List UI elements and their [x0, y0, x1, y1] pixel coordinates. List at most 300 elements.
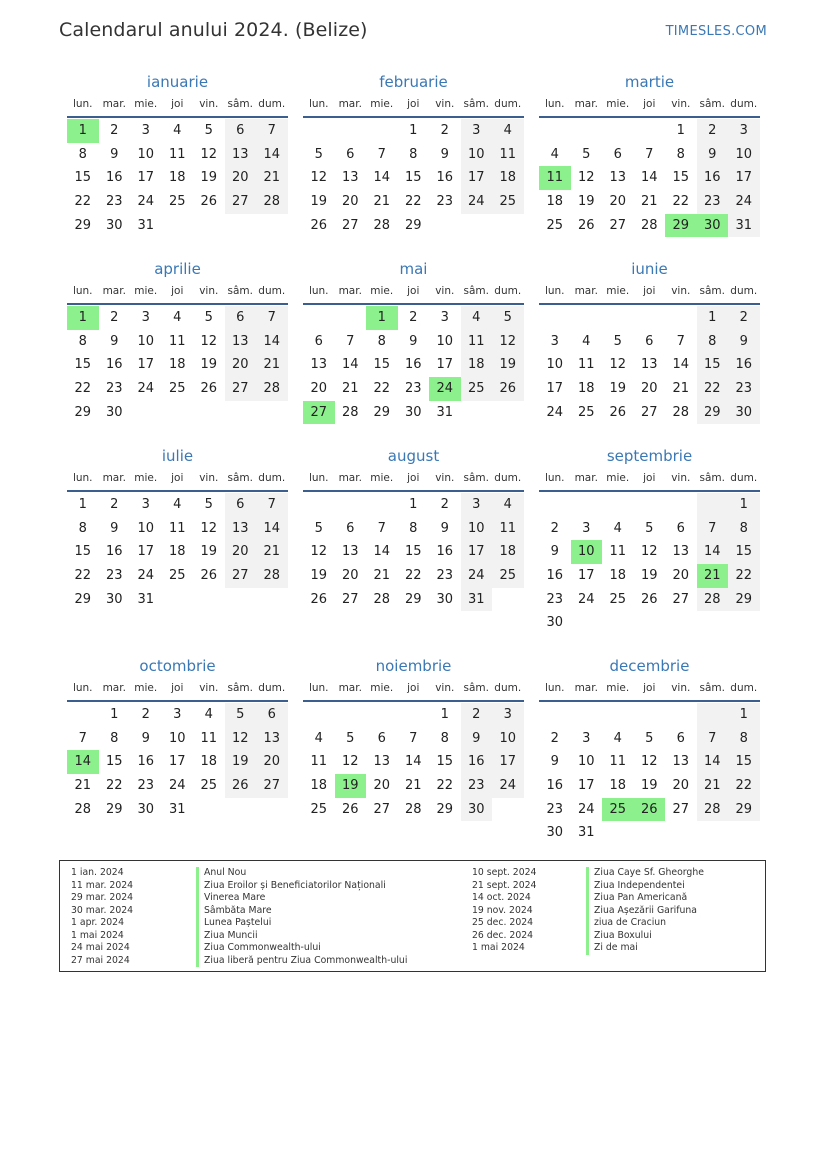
holiday-dates-left — [71, 867, 133, 967]
day-cell: 14 — [697, 750, 729, 774]
day-cell: 3 — [582, 730, 591, 746]
day-cell: 22 — [105, 778, 123, 794]
day-cell: 28 — [404, 801, 422, 817]
holiday-date: 25 dec. 2024 — [472, 917, 534, 928]
day-cell: 16 — [105, 170, 123, 186]
day-cell: 24 — [577, 591, 595, 607]
day-cell: 9 — [550, 754, 559, 770]
day-cell: 11 — [609, 754, 627, 770]
day-cell: 3 — [550, 333, 559, 349]
month-august — [303, 446, 524, 611]
holiday-day-cell: 21 — [697, 564, 729, 588]
day-cell: 13 — [672, 544, 690, 560]
day-cell: 17 — [577, 778, 595, 794]
weekday-label: joi — [407, 682, 420, 694]
day-cell: 9 — [728, 330, 760, 354]
day-cell: 31 — [137, 217, 155, 233]
day-cell: 5 — [204, 497, 213, 512]
weekday-label: sâm. — [699, 285, 725, 297]
day-cell: 12 — [341, 754, 359, 770]
day-cell: 26 — [341, 801, 359, 817]
day-cell: 23 — [546, 801, 564, 817]
day-cell: 7 — [409, 730, 418, 746]
day-cell: 17 — [461, 540, 493, 564]
day-cell: 9 — [440, 146, 449, 162]
day-cell: 15 — [672, 170, 690, 186]
day-cell: 19 — [225, 750, 257, 774]
weekday-label: mie. — [134, 285, 158, 297]
weekday-label: joi — [407, 285, 420, 297]
day-cell: 20 — [609, 194, 627, 210]
day-cell: 4 — [613, 730, 622, 746]
weekday-label: mar. — [338, 285, 362, 297]
weekday-label: sâm. — [227, 285, 253, 297]
page-title: Calendarul anului 2024. (Belize) — [59, 19, 368, 41]
weekday-label: dum. — [730, 285, 758, 297]
day-cell: 6 — [676, 520, 685, 536]
day-cell: 29 — [404, 591, 422, 607]
day-cell: 8 — [728, 517, 760, 541]
weekday-label: lun. — [72, 682, 93, 694]
holiday-date: 1 mai 2024 — [472, 942, 525, 953]
day-cell: 9 — [110, 146, 119, 162]
day-cell: 5 — [204, 123, 213, 138]
day-cell: 16 — [137, 754, 155, 770]
day-cell: 14 — [404, 754, 422, 770]
weekday-label: vin. — [671, 472, 691, 484]
day-cell: 28 — [256, 377, 288, 401]
empty-cell — [539, 306, 571, 330]
day-cell: 31 — [436, 404, 454, 420]
holiday-names-right — [586, 867, 704, 955]
day-cell: 24 — [137, 568, 155, 584]
day-cell: 10 — [461, 143, 493, 167]
day-cell: 13 — [225, 517, 257, 541]
day-cell: 30 — [105, 591, 123, 607]
day-cell: 28 — [672, 404, 690, 420]
holiday-name: Ziua Boxului — [586, 930, 704, 943]
month-title: august — [387, 447, 440, 465]
day-cell: 10 — [137, 333, 155, 349]
day-cell: 22 — [74, 568, 92, 584]
weekday-label: mie. — [134, 472, 158, 484]
day-cell: 9 — [697, 143, 729, 167]
day-cell: 10 — [137, 146, 155, 162]
holiday-name: Ziua Pan Americană — [586, 892, 704, 905]
day-grid — [67, 119, 288, 237]
day-cell: 13 — [341, 170, 359, 186]
day-cell: 18 — [168, 357, 186, 373]
holiday-date: 1 mai 2024 — [71, 929, 124, 941]
day-cell: 22 — [672, 194, 690, 210]
day-cell: 21 — [672, 381, 690, 397]
day-cell: 4 — [204, 707, 213, 722]
day-cell: 3 — [173, 707, 182, 722]
day-cell: 8 — [110, 730, 119, 746]
month-title: mai — [399, 260, 428, 278]
day-cell: 18 — [577, 381, 595, 397]
day-cell: 14 — [640, 170, 658, 186]
day-cell: 8 — [440, 730, 449, 746]
month-ianuarie — [67, 72, 288, 237]
day-cell: 20 — [225, 353, 257, 377]
day-cell: 26 — [577, 217, 595, 233]
day-cell: 11 — [200, 730, 218, 746]
day-cell: 17 — [461, 166, 493, 190]
day-cell: 8 — [409, 520, 418, 536]
day-cell: 7 — [645, 146, 654, 162]
day-cell: 22 — [373, 381, 391, 397]
weekday-label: sâm. — [227, 682, 253, 694]
day-cell: 3 — [461, 119, 493, 143]
day-cell: 25 — [310, 801, 328, 817]
day-cell: 29 — [436, 801, 454, 817]
day-cell: 13 — [225, 143, 257, 167]
day-cell: 1 — [728, 493, 760, 517]
day-cell: 20 — [341, 194, 359, 210]
day-cell: 26 — [640, 591, 658, 607]
day-cell: 16 — [404, 357, 422, 373]
weekday-label: sâm. — [463, 285, 489, 297]
empty-cell — [571, 306, 603, 330]
weekday-label: vin. — [435, 682, 455, 694]
day-cell: 15 — [105, 754, 123, 770]
empty-cell — [335, 119, 367, 143]
weekday-label: vin. — [671, 98, 691, 110]
day-cell: 4 — [461, 306, 493, 330]
weekday-label: lun. — [308, 472, 329, 484]
day-grid — [303, 493, 524, 611]
day-cell: 8 — [728, 727, 760, 751]
day-cell: 3 — [440, 310, 449, 325]
day-cell: 18 — [168, 544, 186, 560]
day-cell: 24 — [461, 564, 493, 588]
day-cell: 30 — [404, 404, 422, 420]
day-cell: 12 — [609, 357, 627, 373]
day-cell: 22 — [404, 568, 422, 584]
day-cell: 24 — [728, 190, 760, 214]
month-aprilie — [67, 259, 288, 424]
holiday-day-cell: 10 — [571, 540, 603, 564]
weekday-label: mar. — [574, 682, 598, 694]
day-cell: 13 — [341, 544, 359, 560]
day-cell: 3 — [461, 493, 493, 517]
empty-cell — [366, 703, 398, 727]
day-cell: 10 — [461, 517, 493, 541]
holiday-date: 1 apr. 2024 — [71, 917, 125, 928]
day-cell: 29 — [373, 404, 391, 420]
day-cell: 22 — [728, 564, 760, 588]
day-cell: 20 — [672, 778, 690, 794]
day-cell: 5 — [645, 730, 654, 746]
holiday-date: 21 sept. 2024 — [472, 879, 537, 891]
holiday-name: Zi de mai — [586, 942, 704, 955]
day-cell: 11 — [168, 333, 186, 349]
day-cell: 5 — [225, 703, 257, 727]
day-cell: 29 — [74, 591, 92, 607]
month-decembrie — [539, 656, 760, 845]
empty-cell — [303, 493, 335, 517]
day-cell: 5 — [346, 730, 355, 746]
day-cell: 18 — [461, 353, 493, 377]
holiday-name: Ziua liberă pentru Ziua Commonwealth-ului — [196, 955, 407, 968]
empty-cell — [571, 703, 603, 727]
day-cell: 9 — [141, 730, 150, 746]
day-cell: 16 — [436, 170, 454, 186]
empty-cell — [697, 703, 729, 727]
day-cell: 19 — [200, 357, 218, 373]
holiday-date: 19 nov. 2024 — [472, 904, 533, 916]
month-septembrie — [539, 446, 760, 635]
day-cell: 5 — [613, 333, 622, 349]
day-cell: 31 — [168, 801, 186, 817]
day-cell: 21 — [256, 166, 288, 190]
month-martie — [539, 72, 760, 237]
day-cell: 15 — [728, 750, 760, 774]
holiday-name: Ziua Eroilor și Beneficiatorilor Naționali — [196, 880, 407, 893]
day-cell: 2 — [110, 310, 119, 325]
holiday-name: Vinerea Mare — [196, 892, 407, 905]
weekday-label: vin. — [671, 682, 691, 694]
day-cell: 9 — [110, 520, 119, 536]
day-cell: 10 — [436, 333, 454, 349]
day-cell: 29 — [728, 798, 760, 822]
weekday-label: mie. — [370, 98, 394, 110]
day-cell: 16 — [697, 166, 729, 190]
weekday-label: mar. — [574, 98, 598, 110]
day-cell: 17 — [436, 357, 454, 373]
day-cell: 18 — [168, 170, 186, 186]
empty-cell — [571, 493, 603, 517]
day-cell: 29 — [404, 217, 422, 233]
day-cell: 27 — [225, 564, 257, 588]
day-cell: 2 — [550, 520, 559, 536]
day-cell: 12 — [492, 330, 524, 354]
day-cell: 12 — [200, 520, 218, 536]
weekday-label: mie. — [370, 682, 394, 694]
day-cell: 12 — [200, 333, 218, 349]
day-cell: 19 — [310, 194, 328, 210]
day-cell: 27 — [225, 190, 257, 214]
weekday-label: mar. — [338, 682, 362, 694]
day-cell: 22 — [436, 778, 454, 794]
day-cell: 1 — [110, 707, 119, 722]
empty-cell — [602, 493, 634, 517]
month-title: octombrie — [139, 657, 216, 675]
day-cell: 10 — [728, 143, 760, 167]
day-cell: 4 — [173, 123, 182, 138]
holiday-date: 10 sept. 2024 — [472, 867, 537, 878]
day-cell: 24 — [461, 190, 493, 214]
day-cell: 28 — [373, 591, 391, 607]
month-mai — [303, 259, 524, 424]
day-cell: 26 — [310, 591, 328, 607]
day-cell: 14 — [341, 357, 359, 373]
day-cell: 18 — [609, 568, 627, 584]
day-cell: 26 — [200, 568, 218, 584]
weekday-label: vin. — [199, 98, 219, 110]
empty-cell — [335, 306, 367, 330]
weekday-label: dum. — [258, 98, 286, 110]
day-cell: 22 — [74, 381, 92, 397]
day-cell: 21 — [74, 778, 92, 794]
day-cell: 5 — [582, 146, 591, 162]
day-cell: 11 — [168, 146, 186, 162]
day-cell: 8 — [377, 333, 386, 349]
day-cell: 26 — [200, 381, 218, 397]
day-cell: 11 — [461, 330, 493, 354]
empty-cell — [571, 119, 603, 143]
day-cell: 7 — [256, 119, 288, 143]
day-cell: 1 — [409, 497, 418, 512]
holiday-date: 24 mai 2024 — [71, 942, 130, 953]
day-cell: 8 — [78, 520, 87, 536]
empty-cell — [366, 493, 398, 517]
month-title: martie — [624, 73, 675, 91]
day-cell: 16 — [546, 568, 564, 584]
day-cell: 15 — [373, 357, 391, 373]
day-cell: 21 — [373, 194, 391, 210]
day-cell: 15 — [74, 170, 92, 186]
weekday-label: sâm. — [227, 98, 253, 110]
day-cell: 4 — [582, 333, 591, 349]
day-cell: 22 — [728, 774, 760, 798]
empty-cell — [539, 703, 571, 727]
weekday-label: mar. — [102, 98, 126, 110]
day-cell: 6 — [225, 493, 257, 517]
day-cell: 30 — [436, 591, 454, 607]
day-cell: 2 — [440, 123, 449, 138]
weekday-label: mar. — [102, 472, 126, 484]
day-cell: 6 — [225, 119, 257, 143]
holiday-name: Ziua Independentei — [586, 880, 704, 893]
day-cell: 15 — [74, 544, 92, 560]
day-cell: 2 — [110, 497, 119, 512]
month-title: decembrie — [609, 657, 690, 675]
day-cell: 27 — [609, 217, 627, 233]
weekday-header — [303, 282, 524, 305]
weekday-label: sâm. — [227, 472, 253, 484]
day-cell: 25 — [200, 778, 218, 794]
day-cell: 8 — [78, 146, 87, 162]
empty-cell — [602, 119, 634, 143]
day-cell: 30 — [105, 217, 123, 233]
holiday-name: Sâmbăta Mare — [196, 905, 407, 918]
day-cell: 25 — [168, 568, 186, 584]
day-cell: 14 — [697, 540, 729, 564]
holiday-date: 30 mar. 2024 — [71, 904, 134, 916]
day-cell: 14 — [672, 357, 690, 373]
weekday-label: joi — [171, 98, 184, 110]
day-cell: 6 — [377, 730, 386, 746]
day-cell: 3 — [141, 497, 150, 512]
weekday-label: vin. — [199, 285, 219, 297]
day-grid — [539, 703, 760, 845]
weekday-label: dum. — [494, 285, 522, 297]
day-cell: 4 — [314, 730, 323, 746]
weekday-label: vin. — [435, 98, 455, 110]
day-cell: 10 — [137, 520, 155, 536]
day-cell: 26 — [609, 404, 627, 420]
empty-cell — [303, 119, 335, 143]
day-cell: 20 — [341, 568, 359, 584]
day-cell: 19 — [577, 194, 595, 210]
day-cell: 21 — [697, 774, 729, 798]
day-cell: 31 — [577, 825, 595, 841]
day-cell: 25 — [492, 564, 524, 588]
empty-cell — [634, 306, 666, 330]
day-grid — [67, 703, 288, 821]
day-cell: 28 — [373, 217, 391, 233]
holiday-name: Ziua Muncii — [196, 930, 407, 943]
weekday-label: joi — [643, 682, 656, 694]
month-title: ianuarie — [146, 73, 209, 91]
empty-cell — [335, 703, 367, 727]
day-cell: 1 — [728, 703, 760, 727]
day-cell: 19 — [492, 353, 524, 377]
weekday-label: vin. — [435, 472, 455, 484]
weekday-label: lun. — [72, 285, 93, 297]
holiday-day-cell: 1 — [67, 306, 99, 330]
day-cell: 29 — [728, 588, 760, 612]
holiday-date: 1 ian. 2024 — [71, 867, 124, 878]
day-cell: 2 — [461, 703, 493, 727]
weekday-header — [539, 282, 760, 305]
weekday-label: lun. — [72, 472, 93, 484]
holiday-day-cell: 19 — [335, 774, 367, 798]
day-cell: 11 — [577, 357, 595, 373]
day-cell: 6 — [256, 703, 288, 727]
day-cell: 13 — [256, 727, 288, 751]
day-cell: 23 — [137, 778, 155, 794]
day-cell: 25 — [168, 194, 186, 210]
day-cell: 12 — [640, 754, 658, 770]
day-cell: 28 — [697, 588, 729, 612]
weekday-label: joi — [407, 98, 420, 110]
day-cell: 4 — [492, 119, 524, 143]
day-cell: 18 — [310, 778, 328, 794]
day-cell: 23 — [105, 194, 123, 210]
day-cell: 28 — [697, 798, 729, 822]
day-cell: 19 — [640, 568, 658, 584]
holiday-day-cell: 24 — [429, 377, 461, 401]
day-cell: 26 — [310, 217, 328, 233]
weekday-label: sâm. — [699, 98, 725, 110]
day-cell: 27 — [640, 404, 658, 420]
day-cell: 6 — [346, 146, 355, 162]
weekday-label: sâm. — [699, 472, 725, 484]
day-cell: 7 — [256, 306, 288, 330]
day-cell: 6 — [225, 306, 257, 330]
day-cell: 12 — [577, 170, 595, 186]
weekday-label: joi — [171, 285, 184, 297]
empty-cell — [303, 703, 335, 727]
day-cell: 22 — [697, 377, 729, 401]
day-cell: 6 — [613, 146, 622, 162]
day-cell: 18 — [200, 754, 218, 770]
brand-link[interactable]: TIMESLES.COM — [665, 24, 767, 39]
day-cell: 2 — [409, 310, 418, 325]
day-cell: 31 — [137, 591, 155, 607]
day-cell: 20 — [310, 381, 328, 397]
weekday-label: sâm. — [699, 682, 725, 694]
day-cell: 1 — [676, 123, 685, 138]
holiday-day-cell: 26 — [634, 798, 666, 822]
day-cell: 18 — [492, 166, 524, 190]
day-cell: 16 — [461, 750, 493, 774]
month-noiembrie — [303, 656, 524, 821]
day-cell: 21 — [640, 194, 658, 210]
